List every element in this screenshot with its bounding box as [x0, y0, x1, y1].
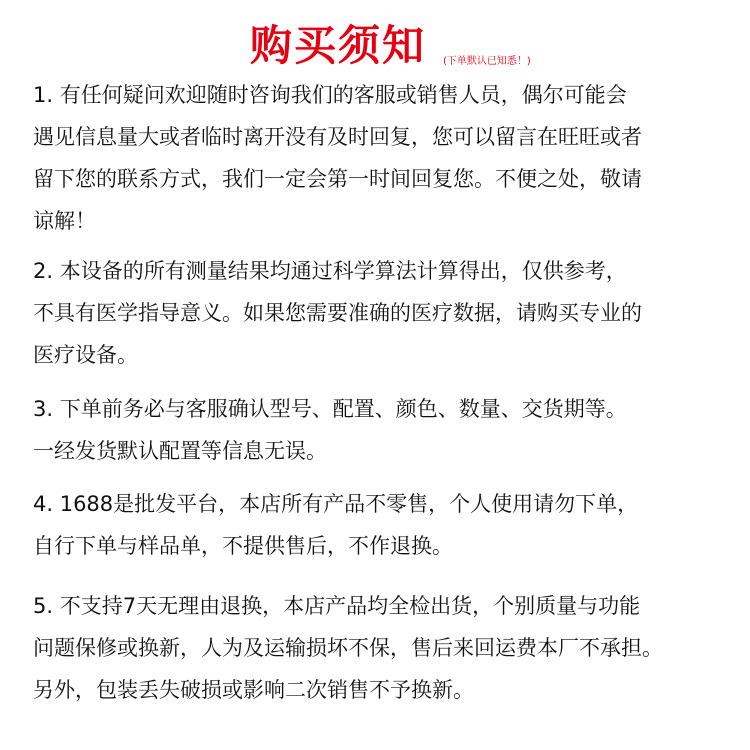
notice-line: 另外，包装丢失破损或影响二次销售不予换新。 — [33, 678, 474, 702]
notice-line: 问题保修或换新，人为及运输损坏不保，售后来回运费本厂不承担。 — [33, 636, 663, 660]
notice-line: 留下您的联系方式，我们一定会第一时间回复您。不便之处，敬请 — [33, 167, 642, 191]
notice-line: 4. 1688是批发平台，本店所有产品不零售，个人使用请勿下单， — [33, 492, 639, 516]
notice-1 — [33, 74, 733, 242]
notice-4 — [33, 483, 733, 567]
notice-5 — [33, 585, 733, 711]
notice-line: 2. 本设备的所有测量结果均通过科学算法计算得出，仅供参考， — [33, 259, 627, 283]
notice-line: 遇见信息量大或者临时离开没有及时回复，您可以留言在旺旺或者 — [33, 125, 642, 149]
notice-line: 3. 下单前务必与客服确认型号、配置、颜色、数量、交货期等。 — [33, 397, 627, 421]
notice-line: 谅解！ — [33, 209, 96, 233]
notice-line: 一经发货默认配置等信息无误。 — [33, 439, 327, 463]
notice-line: 5. 不支持7天无理由退换，本店产品均全检出货，个别质量与功能 — [33, 594, 641, 618]
notice-line: 医疗设备。 — [33, 343, 138, 367]
header — [0, 18, 750, 78]
notice-2 — [33, 250, 733, 376]
notice-line: 不具有医学指导意义。如果您需要准确的医疗数据，请购买专业的 — [33, 301, 642, 325]
notice-line: 自行下单与样品单，不提供售后，不作退换。 — [33, 534, 453, 558]
notice-3 — [33, 388, 733, 472]
page-title: 购买须知 — [250, 21, 427, 70]
page-subtitle: (下单默认已知悉！) — [443, 56, 531, 67]
notice-line: 1. 有任何疑问欢迎随时咨询我们的客服或销售人员，偶尔可能会 — [33, 83, 627, 107]
